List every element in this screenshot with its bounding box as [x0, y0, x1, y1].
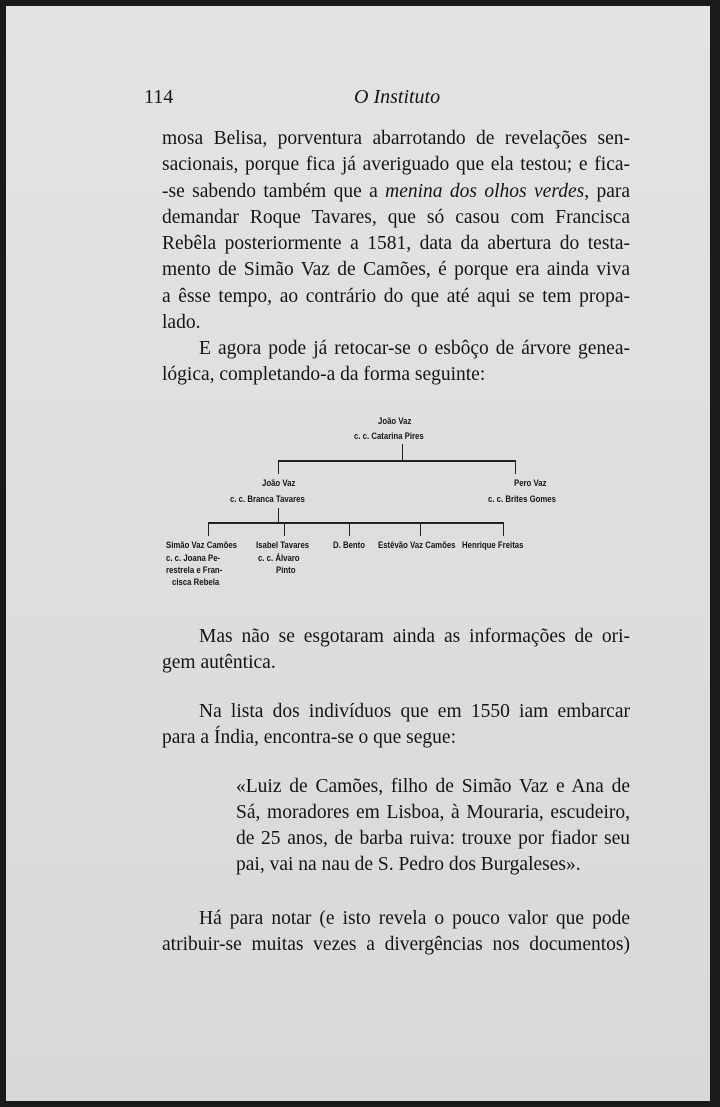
text-line: a êsse tempo, ao contrário do que até aqui se tem propa- [162, 286, 630, 307]
tree-connector [515, 460, 516, 474]
text-line: lado. [162, 312, 201, 333]
tree-connector [420, 522, 421, 536]
page-header [144, 86, 644, 110]
root-spouse: c. c. Catarina Pires [354, 431, 424, 442]
text-line: Rebêla posteriormente a 1581, data da abertura do testa- [162, 233, 630, 254]
tree-connector [278, 460, 279, 474]
text-span: -se sabendo também que a [162, 181, 386, 202]
quote-line: pai, vai na nau de S. Pedro dos Burgaleses». [236, 854, 581, 875]
grandchild-spouse: c. c. Álvaro [258, 553, 300, 564]
tree-connector [349, 522, 350, 536]
grandchild-spouse: restrela e Fran- [166, 565, 223, 576]
text-line: gem autêntica. [162, 652, 276, 673]
text-span: , para [584, 181, 630, 202]
book-page [6, 6, 710, 1101]
grandchild-spouse: cisca Rebela [172, 577, 220, 588]
text-line: sacionais, porque fica já averiguado que ela testou; e fica- [162, 154, 630, 175]
child-spouse: c. c. Branca Tavares [230, 494, 305, 505]
tree-connector [208, 522, 209, 536]
root-name: João Vaz [378, 416, 412, 427]
grandchild-name: Estêvão Vaz Camões [378, 540, 456, 551]
genealogy-tree [156, 416, 576, 606]
text-line: demandar Roque Tavares, que só casou com Francisca [162, 207, 630, 228]
child-name: João Vaz [262, 478, 296, 489]
text-line [162, 181, 630, 203]
text-line: mosa Belisa, porventura abarrotando de revelações sen- [162, 128, 630, 149]
tree-connector [284, 522, 285, 536]
grandchild-spouse: c. c. Joana Pe- [166, 553, 221, 564]
text-line: Há para notar (e isto revela o pouco valor que pode [199, 908, 630, 929]
grandchild-name: Henrique Freitas [462, 540, 524, 551]
italic-phrase: menina dos olhos verdes [385, 181, 585, 202]
child-spouse: c. c. Brites Gomes [488, 494, 556, 505]
text-line: lógica, completando-a da forma seguinte: [162, 364, 486, 385]
tree-connector [402, 444, 403, 460]
text-line: Na lista dos indivíduos que em 1550 iam embarcar [199, 701, 630, 722]
page-number: 114 [144, 86, 174, 108]
tree-connector [208, 522, 504, 524]
grandchild-spouse: Pinto [276, 565, 296, 576]
child-name: Pero Vaz [514, 478, 547, 489]
tree-connector [278, 508, 279, 522]
text-line: mento de Simão Vaz de Camões, é porque era ainda viva [162, 259, 630, 280]
grandchild-name: D. Bento [333, 540, 366, 551]
text-line: Mas não se esgotaram ainda as informações de ori- [199, 626, 630, 647]
quote-line: Sá, moradores em Lisboa, à Mouraria, escudeiro, [236, 802, 630, 823]
tree-connector [278, 460, 516, 462]
text-line: E agora pode já retocar-se o esbôço de árvore genea- [199, 338, 630, 359]
text-line: para a Índia, encontra-se o que segue: [162, 727, 456, 748]
running-title: O Instituto [354, 86, 441, 108]
tree-connector [503, 522, 504, 536]
quote-line: «Luiz de Camões, filho de Simão Vaz e Ana de [236, 776, 630, 797]
grandchild-name: Isabel Tavares [256, 540, 310, 551]
text-line: atribuir-se muitas vezes a divergências nos documentos) [162, 934, 630, 955]
grandchild-name: Simão Vaz Camões [166, 540, 238, 551]
quote-line: de 25 anos, de barba ruiva: trouxe por fiador seu [236, 828, 630, 849]
